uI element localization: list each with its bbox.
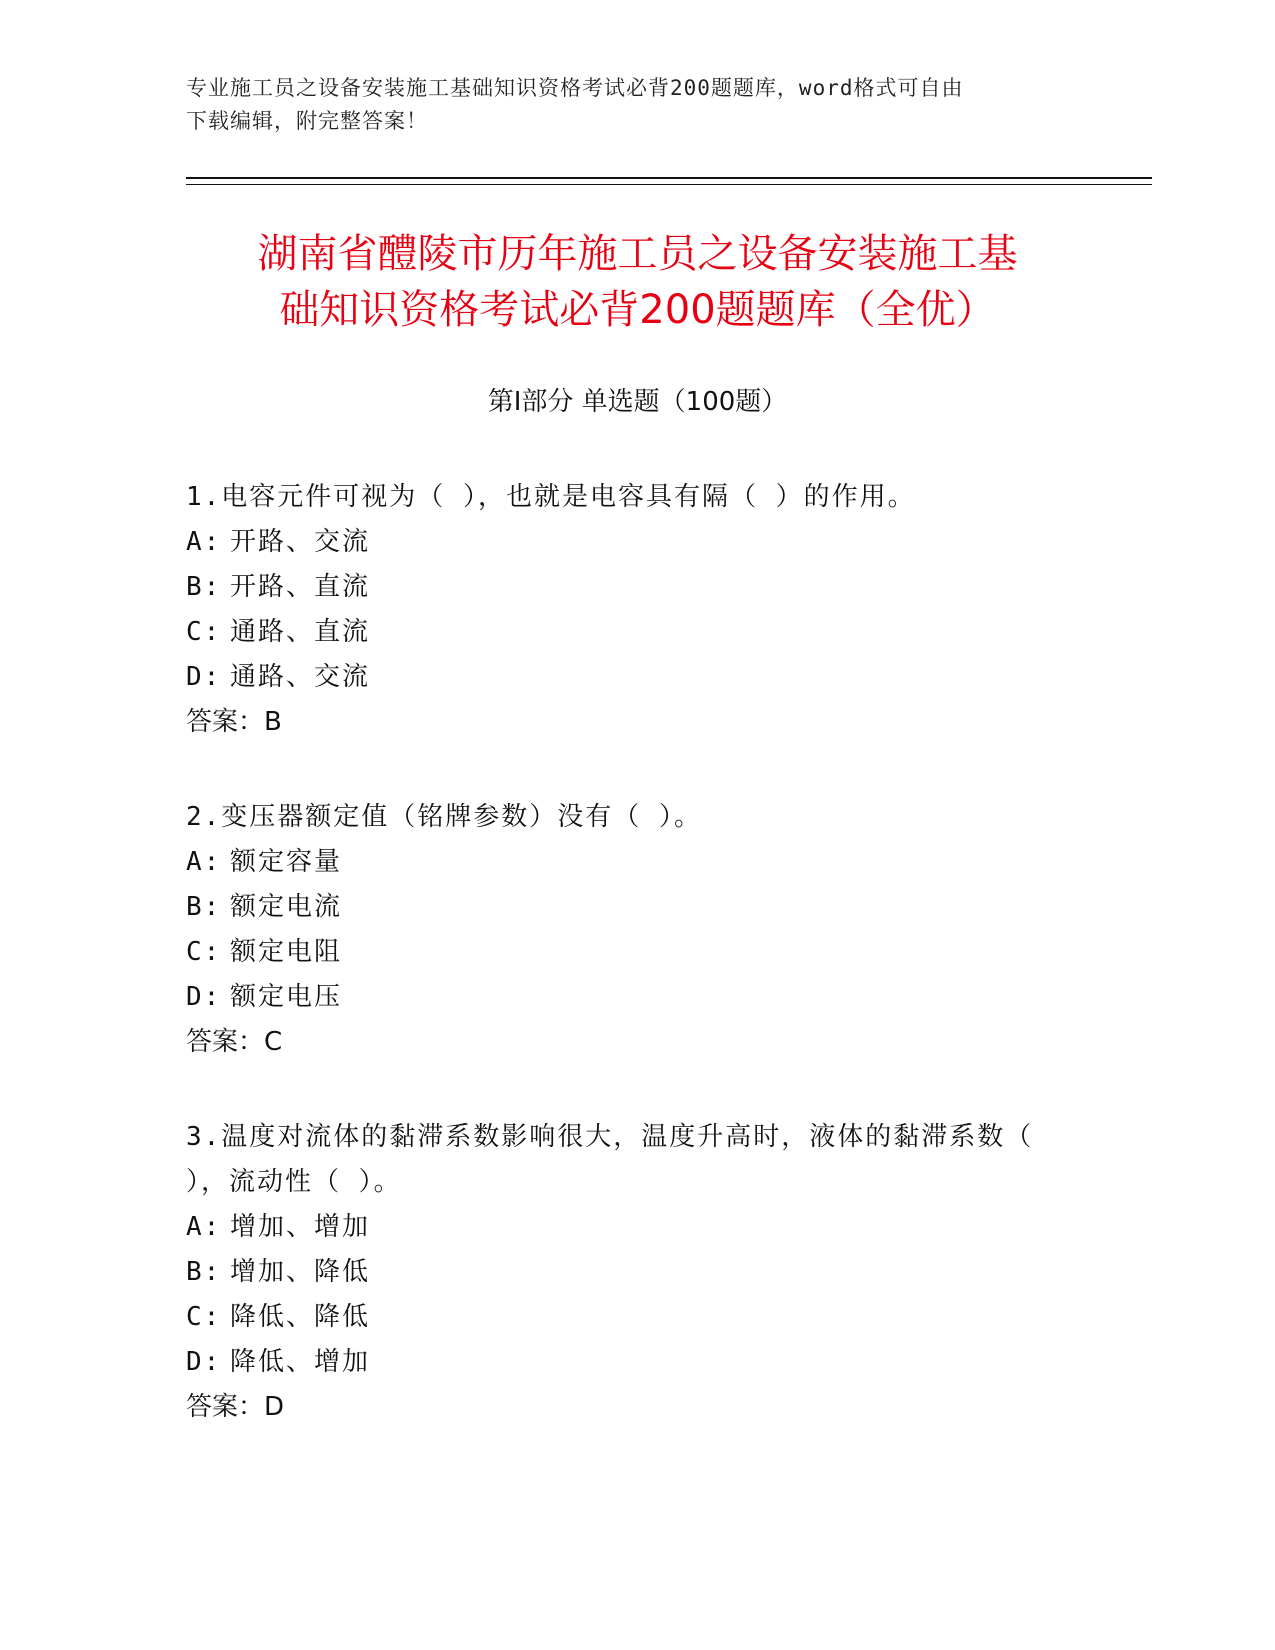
title-line: 础知识资格考试必背200题题库（全优）	[279, 287, 996, 333]
option-key: A:	[186, 847, 222, 877]
question-stem: 1.电容元件可视为（ ），也就是电容具有隔（ ）的作用。	[186, 482, 916, 512]
header-note	[186, 72, 1066, 138]
option-a	[186, 840, 1066, 885]
option-text: 增加、降低	[230, 1257, 371, 1287]
option-text: 额定电压	[230, 982, 343, 1012]
header-note-line: 专业施工员之设备安装施工基础知识资格考试必背200题题库，word格式可自由	[186, 76, 964, 100]
question-item	[186, 1115, 1066, 1430]
option-text: 降低、降低	[230, 1302, 371, 1332]
option-key: C:	[186, 1302, 222, 1332]
option-d	[186, 655, 1066, 700]
option-text: 通路、直流	[230, 617, 371, 647]
option-c	[186, 930, 1066, 975]
option-a	[186, 1205, 1066, 1250]
option-d	[186, 975, 1066, 1020]
option-key: B:	[186, 892, 222, 922]
question-stem: 2.变压器额定值（铭牌参数）没有（ ）。	[186, 802, 702, 832]
option-b	[186, 885, 1066, 930]
option-key: B:	[186, 1257, 222, 1287]
option-text: 降低、增加	[230, 1347, 371, 1377]
header-note-line: 下载编辑，附完整答案！	[186, 109, 428, 133]
option-key: D:	[186, 662, 222, 692]
answer-line: 答案：D	[186, 1392, 285, 1422]
option-key: C:	[186, 937, 222, 967]
section-heading: 第Ⅰ部分 单选题（100题）	[487, 387, 788, 417]
option-text: 开路、直流	[230, 572, 371, 602]
answer-line: 答案：C	[186, 1027, 283, 1057]
option-key: D:	[186, 1347, 222, 1377]
option-text: 额定容量	[230, 847, 343, 877]
option-text: 通路、交流	[230, 662, 371, 692]
option-b	[186, 565, 1066, 610]
option-key: C:	[186, 617, 222, 647]
option-text: 增加、增加	[230, 1212, 371, 1242]
question-item	[186, 475, 1066, 745]
option-text: 额定电阻	[230, 937, 343, 967]
option-key: B:	[186, 572, 222, 602]
option-key: A:	[186, 527, 222, 557]
option-c	[186, 1295, 1066, 1340]
option-a	[186, 520, 1066, 565]
header-divider-thick	[186, 177, 1152, 179]
title-line: 湖南省醴陵市历年施工员之设备安装施工基	[257, 231, 1018, 277]
question-item	[186, 795, 1066, 1065]
option-key: D:	[186, 982, 222, 1012]
option-text: 开路、交流	[230, 527, 371, 557]
answer-line: 答案：B	[186, 707, 282, 737]
question-stem: 3.温度对流体的黏滞系数影响很大，温度升高时，液体的黏滞系数（	[186, 1122, 1034, 1152]
option-c	[186, 610, 1066, 655]
header-divider-thin	[186, 184, 1152, 185]
option-text: 额定电流	[230, 892, 343, 922]
option-d	[186, 1340, 1066, 1385]
question-stem-continued: ），流动性（ ）。	[186, 1167, 402, 1197]
document-title	[150, 226, 1125, 338]
option-b	[186, 1250, 1066, 1295]
option-key: A:	[186, 1212, 222, 1242]
